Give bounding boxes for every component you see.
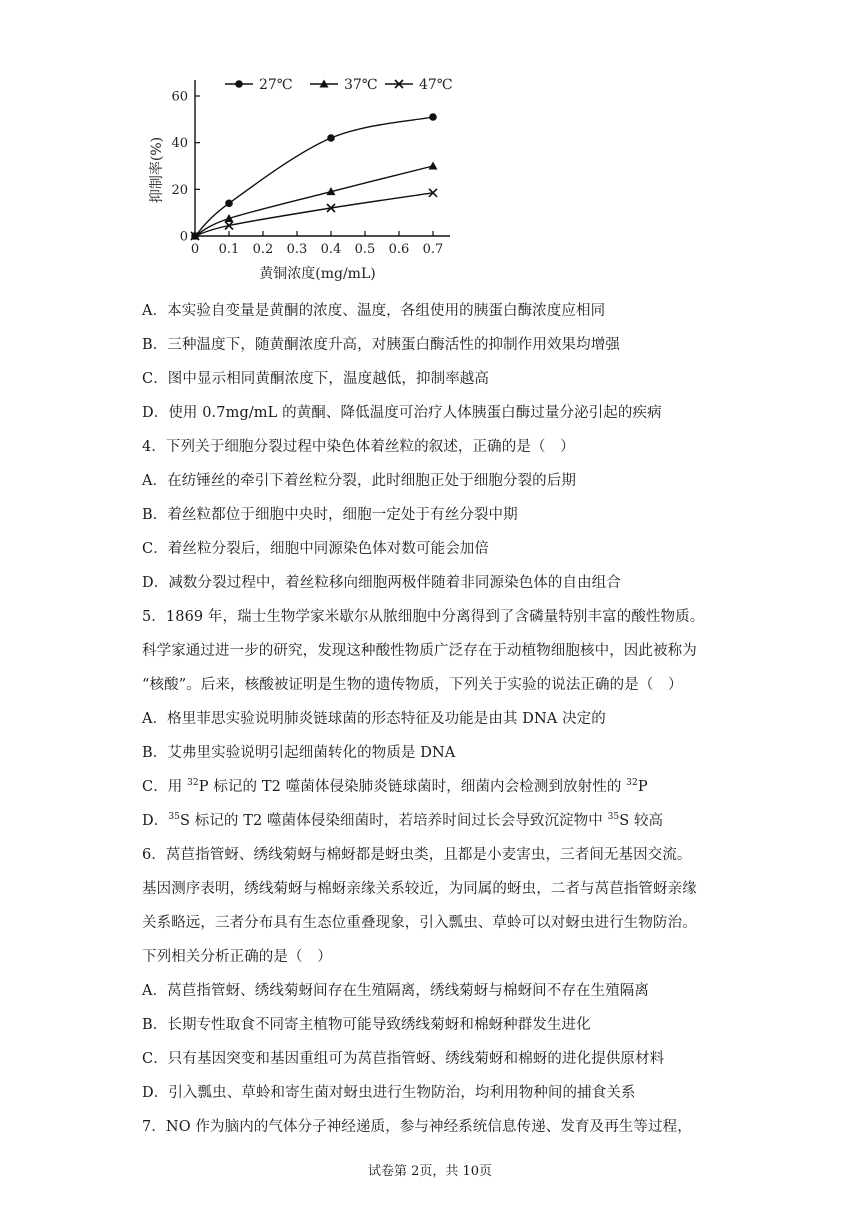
text-line: “核酸”。后来，核酸被证明是生物的遗传物质，下列关于实验的说法正确的是（ ） bbox=[142, 677, 683, 693]
text-line: 7．NO 作为脑内的气体分子神经递质，参与神经系统信息传递、发育及再生等过程， bbox=[142, 1119, 692, 1135]
text-line: A．莴苣指管蚜、绣线菊蚜间存在生殖隔离，绣线菊蚜与棉蚜间不存在生殖隔离 bbox=[142, 983, 649, 999]
text-line: 4．下列关于细胞分裂过程中染色体着丝粒的叙述，正确的是（ ） bbox=[142, 439, 575, 455]
isotope-superscript: 35 bbox=[168, 812, 180, 823]
x-tick-label: 0.7 bbox=[422, 242, 444, 257]
text-line bbox=[142, 804, 722, 838]
text-line: A．本实验自变量是黄酮的浓度、温度，各组使用的胰蛋白酶浓度应相同 bbox=[142, 303, 606, 319]
text-line: D．减数分裂过程中，着丝粒移向细胞两极伴随着非同源染色体的自由组合 bbox=[142, 575, 621, 591]
x-tick-label: 0.5 bbox=[354, 242, 376, 257]
text-line: D．引入瓢虫、草蛉和寄生菌对蚜虫进行生物防治，均利用物种间的捕食关系 bbox=[142, 1085, 636, 1101]
text-segment: P bbox=[637, 779, 648, 795]
x-tick-label: 0.4 bbox=[320, 242, 342, 257]
y-tick-label: 0 bbox=[179, 229, 188, 245]
isotope-superscript: 32 bbox=[187, 778, 199, 789]
text-line: D．使用 0.7mg/mL 的黄酮、降低温度可治疗人体胰蛋白酶过量分泌引起的疾病 bbox=[142, 405, 662, 421]
text-segment: S 较高 bbox=[619, 813, 664, 829]
text-line: A．在纺锤丝的牵引下着丝粒分裂，此时细胞正处于细胞分裂的后期 bbox=[142, 473, 576, 489]
text-line: C．图中显示相同黄酮浓度下，温度越低，抑制率越高 bbox=[142, 371, 489, 387]
legend-label: 47℃ bbox=[419, 77, 453, 93]
text-line: 下列相关分析正确的是（ ） bbox=[142, 949, 332, 965]
series-line bbox=[195, 193, 433, 236]
text-line: 关系略远，三者分布具有生态位重叠现象，引入瓢虫、草蛉可以对蚜虫进行生物防治。 bbox=[142, 915, 697, 931]
data-point bbox=[429, 113, 437, 121]
text-segment: D． bbox=[142, 813, 169, 829]
text-line: 基因测序表明，绣线菊蚜与棉蚜亲缘关系较近，为同属的蚜虫，二者与莴苣指管蚜亲缘 bbox=[142, 881, 697, 897]
text-line: C．着丝粒分裂后，细胞中同源染色体对数可能会加倍 bbox=[142, 541, 489, 557]
y-tick-label: 40 bbox=[171, 136, 188, 152]
y-tick-label: 60 bbox=[171, 89, 188, 105]
y-axis-label: 抑制率(%) bbox=[149, 136, 165, 204]
text-segment: P 标记的 T2 噬菌体侵染肺炎链球菌时，细菌内会检测到放射性的 bbox=[198, 779, 627, 795]
text-line: B．艾弗里实验说明引起细菌转化的物质是 DNA bbox=[142, 745, 456, 761]
x-axis-label: 黄铜浓度(mg/mL) bbox=[259, 266, 376, 282]
text-line: B．着丝粒都位于细胞中央时，细胞一定处于有丝分裂中期 bbox=[142, 507, 518, 523]
legend-label: 27℃ bbox=[259, 77, 293, 93]
data-point bbox=[429, 162, 438, 170]
x-tick-label: 0.3 bbox=[286, 242, 308, 257]
x-tick-label: 0.1 bbox=[218, 242, 240, 257]
inhibition-rate-chart bbox=[140, 60, 480, 290]
text-line: B．三种温度下，随黄酮浓度升高，对胰蛋白酶活性的抑制作用效果均增强 bbox=[142, 337, 620, 353]
text-segment: C．用 bbox=[142, 779, 188, 795]
data-point bbox=[327, 134, 335, 142]
text-segment: S 标记的 T2 噬菌体侵染细菌时，若培养时间过长会导致沉淀物中 bbox=[179, 813, 608, 829]
data-point bbox=[225, 200, 233, 208]
text-line: 6．莴苣指管蚜、绣线菊蚜与棉蚜都是蚜虫类，且都是小麦害虫，三者间无基因交流。 bbox=[142, 847, 692, 863]
text-line: A．格里菲思实验说明肺炎链球菌的形态特征及功能是由其 DNA 决定的 bbox=[142, 711, 606, 727]
text-line: 科学家通过进一步的研究，发现这种酸性物质广泛存在于动植物细胞核中，因此被称为 bbox=[142, 643, 697, 659]
x-tick-label: 0.2 bbox=[252, 242, 274, 257]
question-text bbox=[142, 294, 722, 1144]
text-line: B．长期专性取食不同寄主植物可能导致绣线菊蚜和棉蚜种群发生进化 bbox=[142, 1017, 591, 1033]
legend-marker bbox=[235, 80, 243, 88]
x-tick-label: 0 bbox=[190, 242, 200, 257]
y-tick-label: 20 bbox=[171, 182, 188, 198]
isotope-superscript: 32 bbox=[626, 778, 638, 789]
text-line: 5．1869 年，瑞士生物学家米歇尔从脓细胞中分离得到了含磷量特别丰富的酸性物质。 bbox=[142, 609, 705, 625]
legend-label: 37℃ bbox=[344, 77, 378, 93]
page-footer: 试卷第 2页，共 10页 bbox=[367, 1164, 493, 1179]
x-tick-label: 0.6 bbox=[388, 242, 410, 257]
isotope-superscript: 35 bbox=[607, 812, 620, 823]
text-line bbox=[142, 770, 722, 804]
text-line: C．只有基因突变和基因重组可为莴苣指管蚜、绣线菊蚜和棉蚜的进化提供原材料 bbox=[142, 1051, 665, 1067]
